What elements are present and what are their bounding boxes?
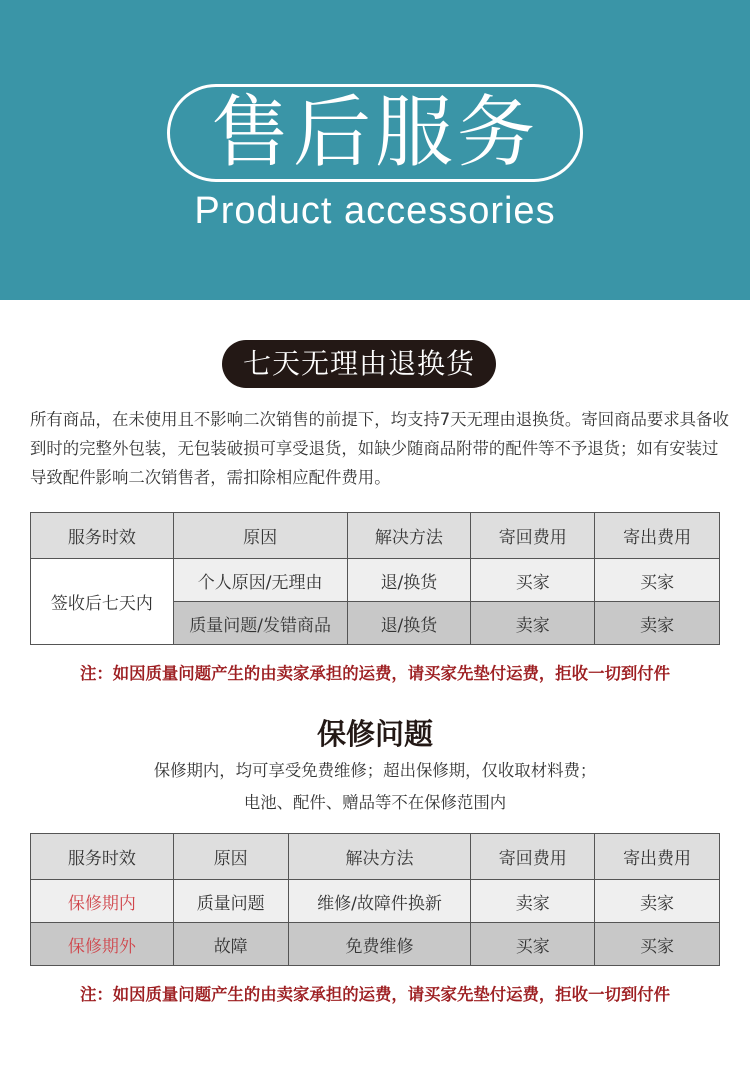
header-cell: 寄回费用 bbox=[471, 834, 595, 880]
header-cell: 服务时效 bbox=[31, 513, 174, 559]
send-fee-cell: 买家 bbox=[595, 923, 720, 966]
warranty-text-line: 电池、配件、赠品等不在保修范围内 bbox=[243, 793, 507, 812]
table-row bbox=[31, 880, 720, 923]
header-cell: 服务时效 bbox=[31, 834, 174, 880]
solution-cell: 免费维修 bbox=[288, 923, 471, 966]
return-fee-cell: 买家 bbox=[471, 559, 595, 602]
header-cell: 原因 bbox=[173, 513, 347, 559]
reason-cell: 质量问题/发错商品 bbox=[173, 602, 347, 645]
send-fee-cell: 卖家 bbox=[595, 602, 720, 645]
table-header-row bbox=[31, 513, 720, 559]
header-cell: 寄出费用 bbox=[595, 513, 720, 559]
reason-cell: 故障 bbox=[173, 923, 288, 966]
reason-cell: 个人原因/无理由 bbox=[173, 559, 347, 602]
shipping-note: 注：如因质量问题产生的由卖家承担的运费，请买家先垫付运费，拒收一切到付件 bbox=[79, 664, 671, 683]
solution-cell: 维修/故障件换新 bbox=[288, 880, 471, 923]
warranty-section-title: 保修问题 bbox=[316, 717, 433, 751]
banner-title: 售后服务 bbox=[210, 88, 539, 178]
banner-subtitle: Product accessories bbox=[194, 190, 556, 232]
header-cell: 解决方法 bbox=[347, 513, 471, 559]
send-fee-cell: 买家 bbox=[595, 559, 720, 602]
reason-cell: 质量问题 bbox=[173, 880, 288, 923]
period-cell: 保修期外 bbox=[31, 923, 174, 966]
return-section-title: 七天无理由退换货 bbox=[222, 340, 496, 388]
return-policy-text: 所有商品，在未使用且不影响二次销售的前提下，均支持7天无理由退换货。寄回商品要求具备收到时的完整外包装，无包装破损可享受退货，如缺少随商品附带的配件等不予退货；如有安装过导致配件影响二次销售者，需扣除相应配件费用。 bbox=[30, 410, 729, 487]
header-banner bbox=[0, 0, 750, 300]
return-fee-cell: 买家 bbox=[471, 923, 595, 966]
header-cell: 原因 bbox=[173, 834, 288, 880]
warranty-table bbox=[30, 833, 720, 966]
period-cell: 签收后七天内 bbox=[31, 559, 174, 645]
return-fee-cell: 卖家 bbox=[471, 880, 595, 923]
header-cell: 解决方法 bbox=[288, 834, 471, 880]
table-header-row bbox=[31, 834, 720, 880]
header-cell: 寄回费用 bbox=[471, 513, 595, 559]
table-row bbox=[31, 923, 720, 966]
period-cell: 保修期内 bbox=[31, 880, 174, 923]
table-row bbox=[31, 559, 720, 602]
solution-cell: 退/换货 bbox=[347, 602, 471, 645]
send-fee-cell: 卖家 bbox=[595, 880, 720, 923]
header-cell: 寄出费用 bbox=[595, 834, 720, 880]
return-fee-cell: 卖家 bbox=[471, 602, 595, 645]
shipping-note: 注：如因质量问题产生的由卖家承担的运费，请买家先垫付运费，拒收一切到付件 bbox=[79, 985, 671, 1004]
solution-cell: 退/换货 bbox=[347, 559, 471, 602]
warranty-text-line: 保修期内，均可享受免费维修；超出保修期，仅收取材料费； bbox=[153, 761, 597, 780]
return-policy-table bbox=[30, 512, 720, 645]
